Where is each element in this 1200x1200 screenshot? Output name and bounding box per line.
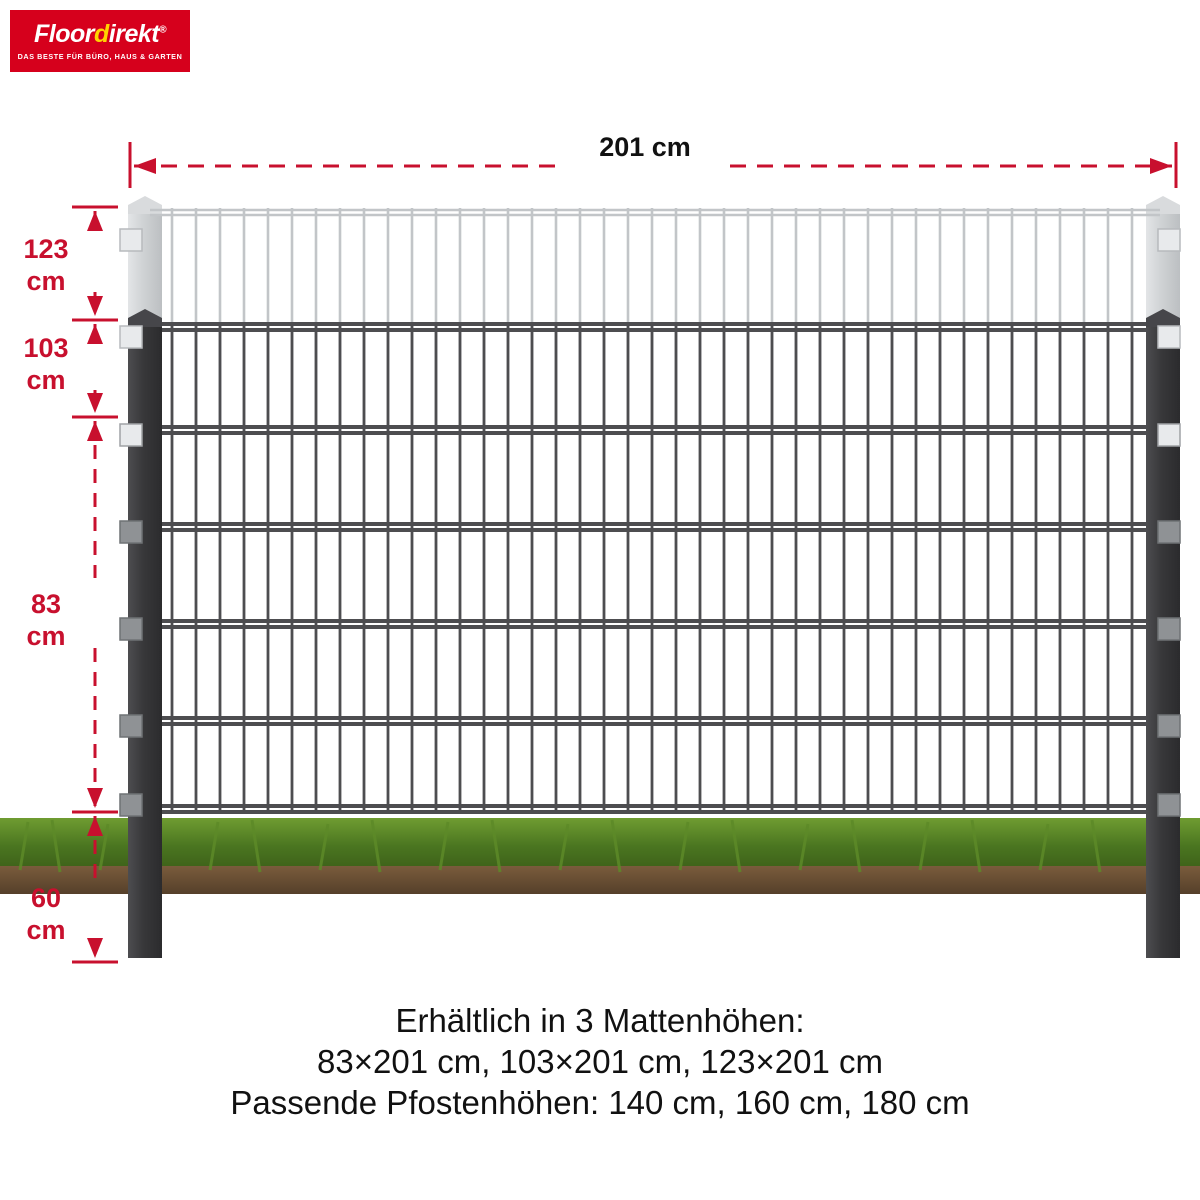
brand-tagline: DAS BESTE FÜR BÜRO, HAUS & GARTEN: [17, 51, 183, 61]
height-label-83-value: 83: [30, 589, 62, 619]
width-label: 201 cm: [599, 132, 691, 162]
fence-mesh: [150, 322, 1160, 812]
height-label-103-unit: cm: [26, 365, 66, 395]
brand-name-accent: d: [94, 19, 109, 48]
height-label-60-unit: cm: [26, 915, 66, 945]
ghost-mesh: [150, 208, 1160, 432]
height-label-103-value: 103: [23, 333, 69, 363]
brand-name-part1: Floor: [34, 19, 95, 48]
caption-block: [0, 1000, 1200, 1123]
mesh-horizontal-wires: [150, 324, 1160, 812]
brand-name-part2: irekt: [108, 19, 160, 48]
mesh-vertical-wires: [172, 322, 1132, 812]
caption-line-2: 83×201 cm, 103×201 cm, 123×201 cm: [317, 1043, 883, 1080]
height-label-123-unit: cm: [26, 266, 66, 296]
brand-registered-mark: ®: [159, 24, 166, 36]
height-label-123-value: 123: [23, 234, 69, 264]
height-label-83-unit: cm: [26, 621, 66, 651]
grass-strip: [0, 818, 1200, 894]
caption-line-3: Passende Pfostenhöhen: 140 cm, 160 cm, 180 cm: [230, 1084, 970, 1121]
caption-line-1: Erhältlich in 3 Mattenhöhen:: [395, 1002, 805, 1039]
height-label-60-value: 60: [30, 883, 62, 913]
